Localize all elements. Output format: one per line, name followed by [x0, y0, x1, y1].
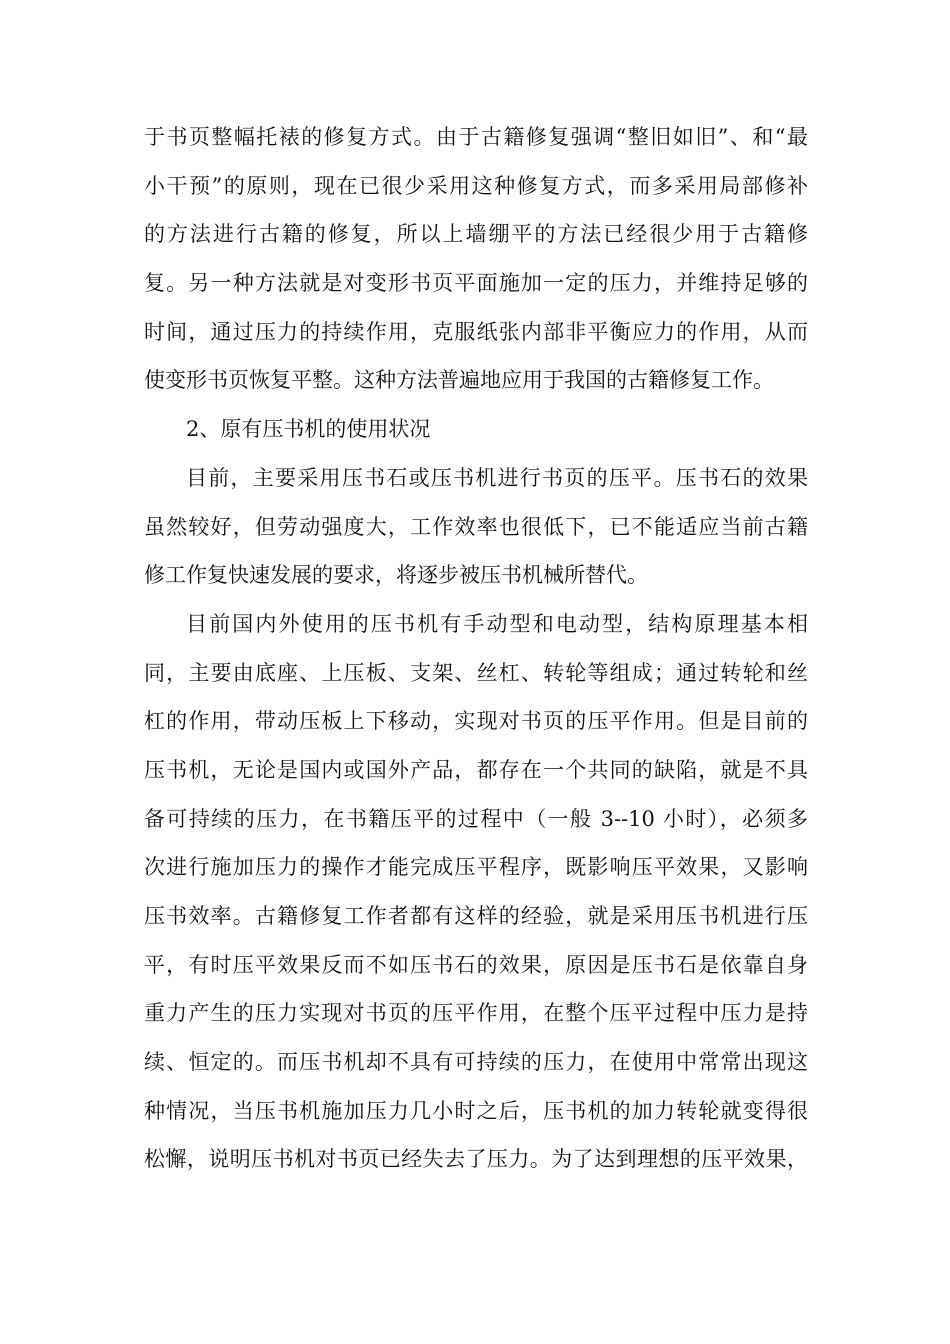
text-line: 同，主要由底座、上压板、支架、丝杠、转轮等组成；通过转轮和丝 [144, 660, 808, 685]
text-line: 小干预”的原则，现在已很少采用这种修复方式，而多采用局部修补 [144, 173, 808, 198]
text-line: 次进行施加压力的操作才能完成压平程序，既影响压平效果，又影响 [144, 855, 808, 880]
text-line: 修工作复快速发展的要求，将逐步被压书机械所替代。 [144, 563, 648, 588]
text-line: 时间，通过压力的持续作用，克服纸张内部非平衡应力的作用，从而 [144, 319, 808, 344]
text-line: 重力产生的压力实现对书页的压平作用，在整个压平过程中压力是持 [144, 1001, 808, 1026]
text-line: 的方法进行古籍的修复，所以上墙绷平的方法已经很少用于古籍修 [144, 222, 808, 247]
text-line: 2、原有压书机的使用状况 [186, 417, 431, 442]
text-line: 备可持续的压力，在书籍压平的过程中（一般 3--10 小时），必须多 [144, 806, 808, 831]
text-line: 使变形书页恢复平整。这种方法普遍地应用于我国的古籍修复工作。 [144, 368, 774, 393]
text-line: 复。另一种方法就是对变形书页平面施加一定的压力，并维持足够的 [144, 271, 808, 296]
text-line: 压书机，无论是国内或国外产品，都存在一个共同的缺陷，就是不具 [144, 757, 808, 782]
body-text [144, 113, 808, 1184]
text-line: 平，有时压平效果反而不如压书石的效果，原因是压书石是依靠自身 [144, 952, 808, 977]
text-line: 于书页整幅托裱的修复方式。由于古籍修复强调“整旧如旧”、和“最 [144, 125, 808, 149]
text-line: 杠的作用，带动压板上下移动，实现对书页的压平作用。但是目前的 [144, 709, 808, 734]
text-line: 种情况，当压书机施加压力几小时之后，压书机的加力转轮就变得很 [144, 1098, 808, 1123]
text-line: 续、恒定的。而压书机却不具有可持续的压力，在使用中常常出现这 [144, 1050, 808, 1075]
text-line: 压书效率。古籍修复工作者都有这样的经验，就是采用压书机进行压 [144, 904, 808, 928]
text-line: 目前国内外使用的压书机有手动型和电动型，结构原理基本相 [186, 611, 808, 636]
text-line: 目前，主要采用压书石或压书机进行书页的压平。压书石的效果 [186, 465, 808, 490]
text-line: 虽然较好，但劳动强度大，工作效率也很低下，已不能适应当前古籍 [144, 514, 808, 539]
text-line: 松懈，说明压书机对书页已经失去了压力。为了达到理想的压平效果， [144, 1147, 808, 1172]
